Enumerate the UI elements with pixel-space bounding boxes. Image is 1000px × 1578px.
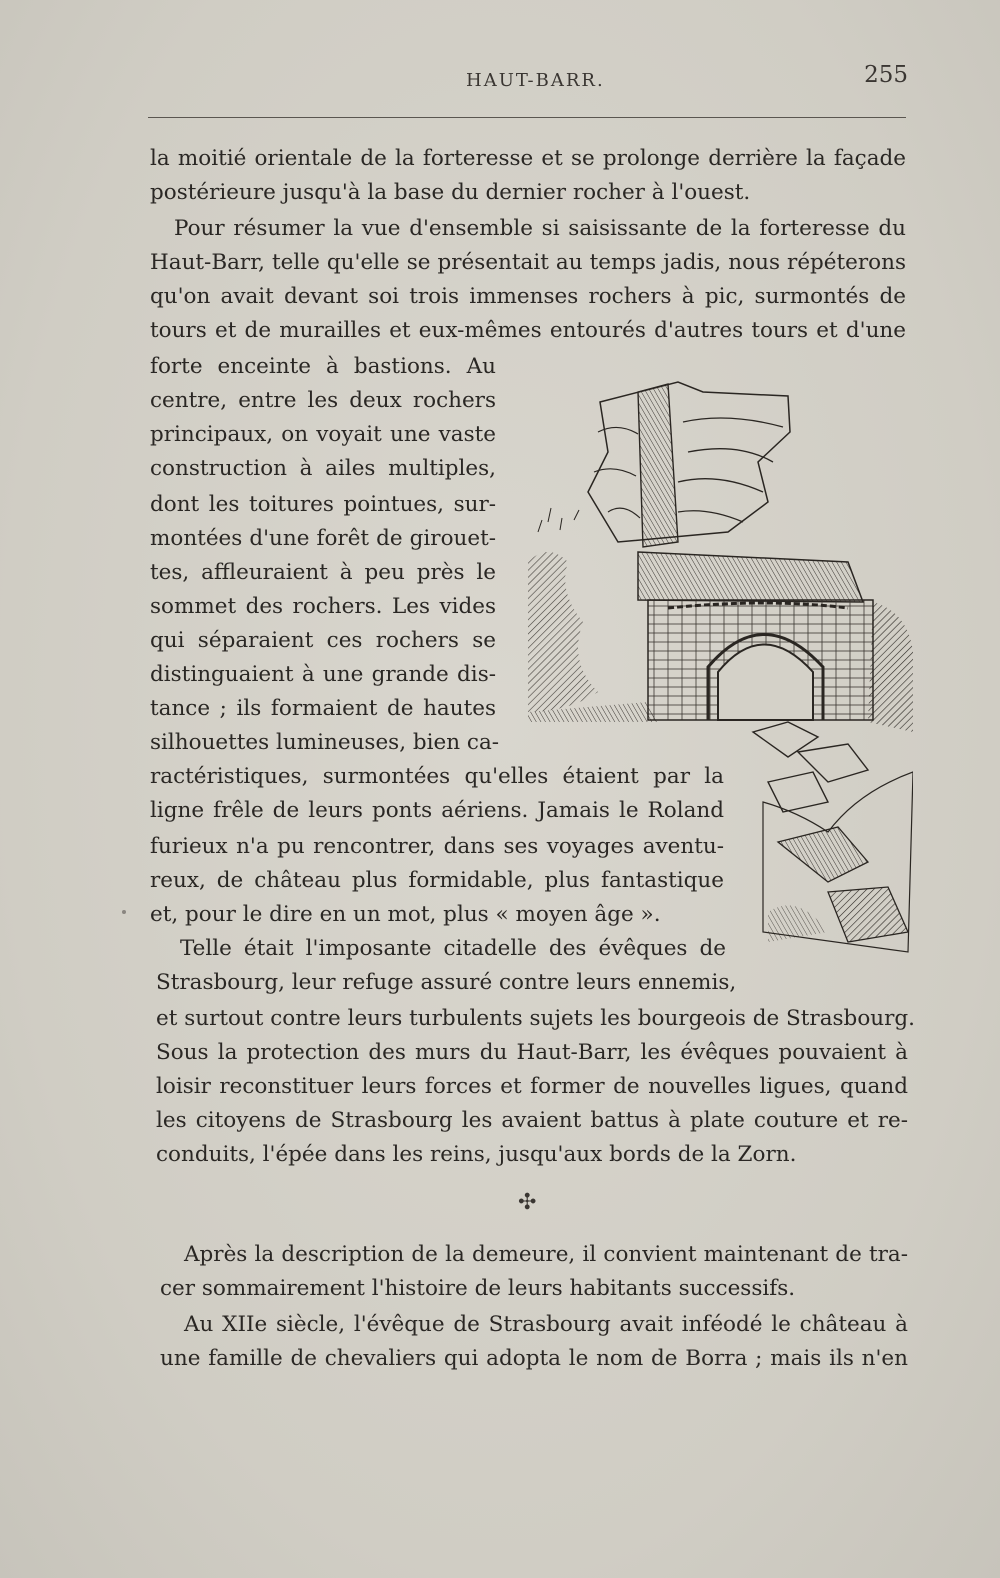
text-line: principaux, on voyait une vaste bbox=[150, 422, 496, 447]
text-line: tes, affleuraient à peu près le bbox=[150, 560, 496, 585]
text-line: Strasbourg, leur refuge assuré contre leurs ennemis, bbox=[156, 970, 737, 995]
text-line: Sous la protection des murs du Haut-Barr, les évêques pouvaient à bbox=[156, 1040, 908, 1065]
text-line: Pour résumer la vue d'ensemble si saisissante de la forteresse du bbox=[174, 216, 906, 241]
text-line: forte enceinte à bastions. Au bbox=[150, 354, 496, 379]
text-line: loisir reconstituer leurs forces et former de nouvelles ligues, quand bbox=[156, 1074, 908, 1099]
header-rule bbox=[148, 117, 906, 118]
text-line: Telle était l'imposante citadelle des évêques de bbox=[180, 936, 726, 961]
text-line: reux, de château plus formidable, plus fantastique bbox=[150, 868, 724, 893]
text-line: qu'on avait devant soi trois immenses rochers à pic, surmontés de bbox=[150, 284, 906, 309]
text-line: silhouettes lumineuses, bien ca- bbox=[150, 730, 500, 755]
section-ornament: ✣ bbox=[518, 1190, 537, 1215]
text-line: distinguaient à une grande dis- bbox=[150, 662, 496, 687]
ruined-castle-gate-engraving-icon bbox=[528, 372, 913, 972]
text-line: ractéristiques, surmontées qu'elles étaient par la bbox=[150, 764, 724, 789]
text-line: la moitié orientale de la forteresse et se prolonge derrière la façade bbox=[150, 146, 906, 171]
margin-speck bbox=[122, 910, 126, 914]
text-line: et surtout contre leurs turbulents sujets les bourgeois de Strasbourg. bbox=[156, 1006, 915, 1031]
text-line: qui séparaient ces rochers se bbox=[150, 628, 496, 653]
page-header bbox=[148, 62, 908, 102]
text-line: conduits, l'épée dans les reins, jusqu'aux bords de la Zorn. bbox=[156, 1142, 797, 1167]
text-line: tours et de murailles et eux-mêmes entourés d'autres tours et d'une bbox=[150, 318, 906, 343]
page-number: 255 bbox=[864, 62, 908, 88]
text-line: une famille de chevaliers qui adopta le nom de Borra ; mais ils n'en bbox=[160, 1346, 908, 1371]
text-line: dont les toitures pointues, sur- bbox=[150, 492, 496, 517]
text-line: montées d'une forêt de girouet- bbox=[150, 526, 496, 551]
text-line: centre, entre les deux rochers bbox=[150, 388, 496, 413]
text-line: cer sommairement l'histoire de leurs habitants successifs. bbox=[160, 1276, 796, 1301]
text-line: construction à ailes multiples, bbox=[150, 456, 496, 481]
text-line: et, pour le dire en un mot, plus « moyen âge ». bbox=[150, 902, 661, 927]
text-line: sommet des rochers. Les vides bbox=[150, 594, 496, 619]
text-line: postérieure jusqu'à la base du dernier rocher à l'ouest. bbox=[150, 180, 751, 205]
running-head: HAUT-BARR. bbox=[466, 70, 605, 91]
text-line: Haut-Barr, telle qu'elle se présentait au temps jadis, nous répéterons bbox=[150, 250, 906, 275]
text-line: furieux n'a pu rencontrer, dans ses voyages aventu- bbox=[150, 834, 724, 859]
text-line: les citoyens de Strasbourg les avaient battus à plate couture et re- bbox=[156, 1108, 908, 1133]
text-line: Après la description de la demeure, il convient maintenant de tra- bbox=[184, 1242, 908, 1267]
text-line: ligne frêle de leurs ponts aériens. Jamais le Roland bbox=[150, 798, 724, 823]
text-line: Au XIIe siècle, l'évêque de Strasbourg avait inféodé le château à bbox=[184, 1312, 908, 1337]
text-line: tance ; ils formaient de hautes bbox=[150, 696, 496, 721]
